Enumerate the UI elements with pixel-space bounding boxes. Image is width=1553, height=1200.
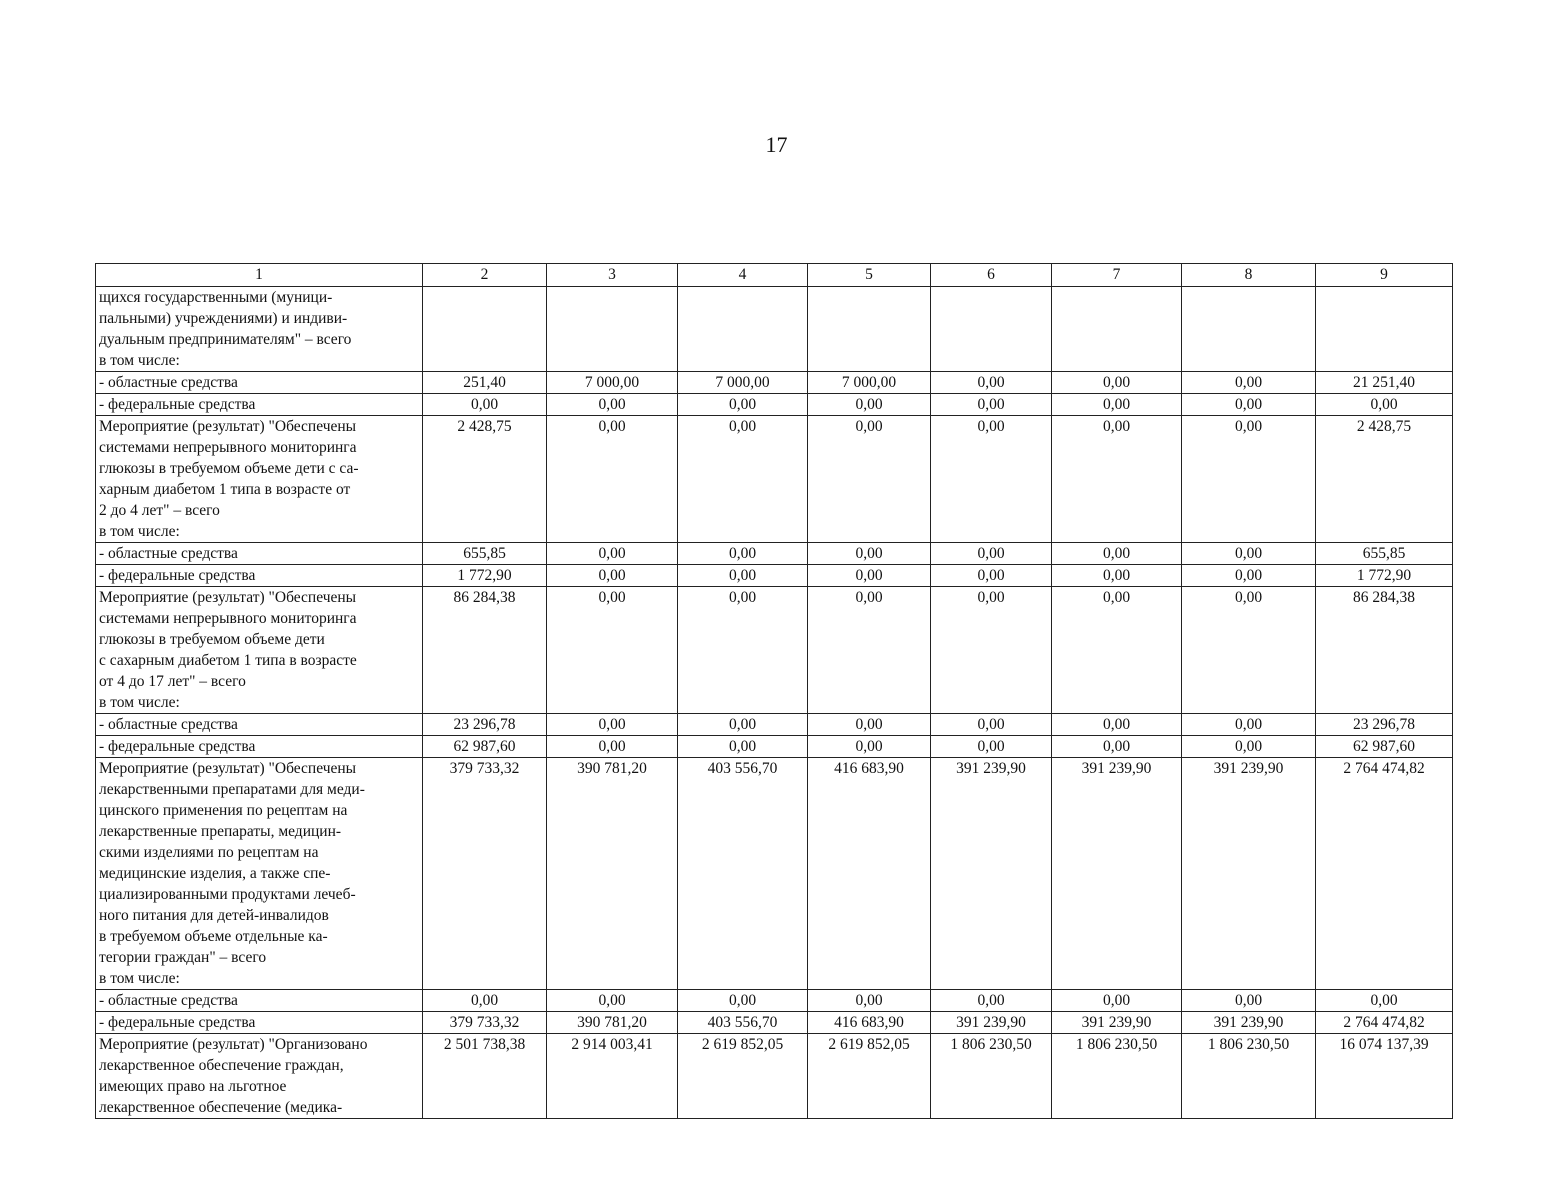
- value-cell: 1 772,90: [1316, 565, 1453, 587]
- value-cell: [808, 287, 931, 372]
- value-cell: 0,00: [547, 565, 678, 587]
- row-label: - областные средства: [96, 372, 423, 394]
- table-row: [96, 587, 1453, 714]
- table-row: [96, 1034, 1453, 1119]
- value-cell: 0,00: [678, 394, 808, 416]
- value-cell: 0,00: [1052, 394, 1182, 416]
- row-label: - областные средства: [96, 543, 423, 565]
- value-cell: 0,00: [808, 543, 931, 565]
- value-cell: [931, 287, 1052, 372]
- value-cell: 0,00: [1182, 394, 1316, 416]
- table-row: [96, 736, 1453, 758]
- value-cell: 0,00: [808, 565, 931, 587]
- value-cell: 16 074 137,39: [1316, 1034, 1453, 1119]
- value-cell: 0,00: [678, 587, 808, 714]
- value-cell: 0,00: [1182, 565, 1316, 587]
- value-cell: 2 619 852,05: [678, 1034, 808, 1119]
- value-cell: 0,00: [423, 990, 547, 1012]
- value-cell: 0,00: [1182, 714, 1316, 736]
- column-header: 2: [423, 264, 547, 287]
- value-cell: 7 000,00: [808, 372, 931, 394]
- value-cell: 0,00: [808, 587, 931, 714]
- value-cell: 0,00: [931, 416, 1052, 543]
- value-cell: 0,00: [931, 587, 1052, 714]
- value-cell: 0,00: [547, 736, 678, 758]
- value-cell: 251,40: [423, 372, 547, 394]
- table-row: [96, 543, 1453, 565]
- value-cell: 379 733,32: [423, 1012, 547, 1034]
- table-row: [96, 565, 1453, 587]
- value-cell: 379 733,32: [423, 758, 547, 990]
- table-header-row: [96, 264, 1453, 287]
- value-cell: 23 296,78: [1316, 714, 1453, 736]
- value-cell: 0,00: [678, 416, 808, 543]
- value-cell: 1 806 230,50: [1052, 1034, 1182, 1119]
- value-cell: 655,85: [423, 543, 547, 565]
- value-cell: [1182, 287, 1316, 372]
- table-row: [96, 714, 1453, 736]
- value-cell: 0,00: [1182, 736, 1316, 758]
- value-cell: 0,00: [1052, 736, 1182, 758]
- value-cell: 86 284,38: [1316, 587, 1453, 714]
- value-cell: 0,00: [1052, 990, 1182, 1012]
- column-header: 7: [1052, 264, 1182, 287]
- value-cell: 7 000,00: [678, 372, 808, 394]
- value-cell: 0,00: [678, 565, 808, 587]
- row-label: - федеральные средства: [96, 1012, 423, 1034]
- value-cell: 0,00: [678, 736, 808, 758]
- value-cell: 0,00: [678, 543, 808, 565]
- value-cell: 1 806 230,50: [931, 1034, 1052, 1119]
- value-cell: 2 428,75: [423, 416, 547, 543]
- value-cell: 0,00: [1052, 543, 1182, 565]
- value-cell: [678, 287, 808, 372]
- value-cell: 2 428,75: [1316, 416, 1453, 543]
- value-cell: 0,00: [808, 736, 931, 758]
- row-label: щихся государственными (муници- пальными) учреждениями) и индиви- дуальным предпринимателям" – всего в том числе:: [96, 287, 423, 372]
- value-cell: 0,00: [1182, 543, 1316, 565]
- value-cell: [1316, 287, 1453, 372]
- table-row: [96, 394, 1453, 416]
- value-cell: 655,85: [1316, 543, 1453, 565]
- value-cell: 0,00: [931, 372, 1052, 394]
- value-cell: 0,00: [931, 714, 1052, 736]
- value-cell: 7 000,00: [547, 372, 678, 394]
- row-label: Мероприятие (результат) "Обеспечены лекарственными препаратами для меди- цинского применения по рецептам на лекарственные препараты, медицин- скими изделиями по рецептам на медицинские изделия, а также спе- циализированными продуктами лечеб- ного питания для детей-инвалидов в требуемом объеме отдельные ка- тегории граждан" – всего в том числе:: [96, 758, 423, 990]
- table-row: [96, 287, 1453, 372]
- value-cell: 0,00: [1316, 990, 1453, 1012]
- value-cell: 86 284,38: [423, 587, 547, 714]
- column-header: 5: [808, 264, 931, 287]
- column-header: 9: [1316, 264, 1453, 287]
- value-cell: 23 296,78: [423, 714, 547, 736]
- value-cell: 0,00: [547, 543, 678, 565]
- value-cell: [1052, 287, 1182, 372]
- table-body: [96, 287, 1453, 1119]
- value-cell: 0,00: [423, 394, 547, 416]
- value-cell: 0,00: [547, 416, 678, 543]
- value-cell: 0,00: [1052, 372, 1182, 394]
- value-cell: 0,00: [1052, 565, 1182, 587]
- value-cell: 2 619 852,05: [808, 1034, 931, 1119]
- value-cell: 0,00: [1182, 990, 1316, 1012]
- value-cell: [547, 287, 678, 372]
- value-cell: 0,00: [808, 394, 931, 416]
- value-cell: 0,00: [931, 543, 1052, 565]
- value-cell: 391 239,90: [1182, 1012, 1316, 1034]
- value-cell: 2 764 474,82: [1316, 1012, 1453, 1034]
- row-label: - областные средства: [96, 714, 423, 736]
- value-cell: 0,00: [1052, 587, 1182, 714]
- value-cell: [423, 287, 547, 372]
- value-cell: 0,00: [547, 394, 678, 416]
- value-cell: 1 806 230,50: [1182, 1034, 1316, 1119]
- column-header: 6: [931, 264, 1052, 287]
- column-header: 8: [1182, 264, 1316, 287]
- value-cell: 0,00: [931, 990, 1052, 1012]
- value-cell: 0,00: [547, 587, 678, 714]
- value-cell: 0,00: [1182, 587, 1316, 714]
- value-cell: 2 501 738,38: [423, 1034, 547, 1119]
- row-label: Мероприятие (результат) "Обеспечены системами непрерывного мониторинга глюкозы в требуемом объеме дети с сахарным диабетом 1 типа в возрасте от 4 до 17 лет" – всего в том числе:: [96, 587, 423, 714]
- value-cell: 0,00: [808, 990, 931, 1012]
- value-cell: 21 251,40: [1316, 372, 1453, 394]
- column-header: 1: [96, 264, 423, 287]
- value-cell: 2 914 003,41: [547, 1034, 678, 1119]
- table-row: [96, 758, 1453, 990]
- value-cell: 2 764 474,82: [1316, 758, 1453, 990]
- table-row: [96, 990, 1453, 1012]
- page-number: 17: [765, 132, 788, 157]
- value-cell: 62 987,60: [423, 736, 547, 758]
- value-cell: 0,00: [808, 714, 931, 736]
- row-label: - федеральные средства: [96, 565, 423, 587]
- row-label: - областные средства: [96, 990, 423, 1012]
- budget-table: [95, 263, 1453, 1119]
- table-row: [96, 372, 1453, 394]
- value-cell: 0,00: [931, 565, 1052, 587]
- row-label: Мероприятие (результат) "Обеспечены системами непрерывного мониторинга глюкозы в требуемом объеме дети с са- харным диабетом 1 типа в возрасте от 2 до 4 лет" – всего в том числе:: [96, 416, 423, 543]
- table-row: [96, 416, 1453, 543]
- value-cell: 1 772,90: [423, 565, 547, 587]
- value-cell: 390 781,20: [547, 758, 678, 990]
- value-cell: 0,00: [931, 736, 1052, 758]
- value-cell: 391 239,90: [931, 1012, 1052, 1034]
- table-row: [96, 1012, 1453, 1034]
- column-header: 4: [678, 264, 808, 287]
- value-cell: 391 239,90: [931, 758, 1052, 990]
- value-cell: 391 239,90: [1052, 758, 1182, 990]
- value-cell: 0,00: [1316, 394, 1453, 416]
- value-cell: 0,00: [931, 394, 1052, 416]
- value-cell: 0,00: [547, 990, 678, 1012]
- value-cell: 416 683,90: [808, 758, 931, 990]
- value-cell: 0,00: [1052, 714, 1182, 736]
- column-header: 3: [547, 264, 678, 287]
- row-label: - федеральные средства: [96, 394, 423, 416]
- row-label: - федеральные средства: [96, 736, 423, 758]
- value-cell: 390 781,20: [547, 1012, 678, 1034]
- row-label: Мероприятие (результат) "Организовано лекарственное обеспечение граждан, имеющих право на льготное лекарственное обеспечение (медика-: [96, 1034, 423, 1119]
- value-cell: 0,00: [547, 714, 678, 736]
- value-cell: 0,00: [1182, 416, 1316, 543]
- value-cell: 391 239,90: [1182, 758, 1316, 990]
- value-cell: 0,00: [678, 990, 808, 1012]
- value-cell: 0,00: [1182, 372, 1316, 394]
- value-cell: 0,00: [678, 714, 808, 736]
- value-cell: 416 683,90: [808, 1012, 931, 1034]
- value-cell: 403 556,70: [678, 1012, 808, 1034]
- value-cell: 0,00: [1052, 416, 1182, 543]
- value-cell: 62 987,60: [1316, 736, 1453, 758]
- value-cell: 0,00: [808, 416, 931, 543]
- value-cell: 391 239,90: [1052, 1012, 1182, 1034]
- value-cell: 403 556,70: [678, 758, 808, 990]
